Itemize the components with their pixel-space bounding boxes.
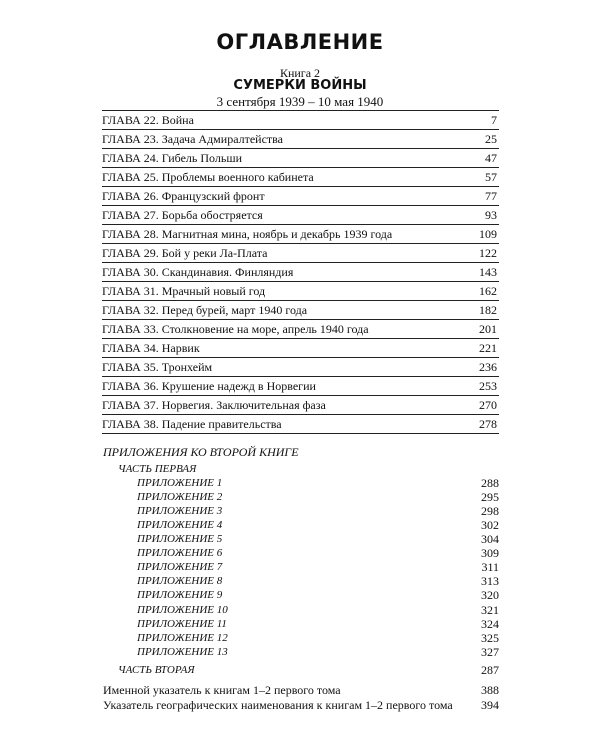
appendix-page: 302	[481, 518, 499, 532]
appendix-title: ПРИЛОЖЕНИЕ 3	[137, 505, 223, 517]
appendix-title: ПРИЛОЖЕНИЕ 10	[137, 604, 228, 616]
chapter-page: 201	[479, 322, 497, 336]
appendix-page: 324	[481, 617, 499, 631]
page-title: ОГЛАВЛЕНИЕ	[216, 30, 384, 54]
appendix-row[interactable]	[137, 574, 499, 588]
appendix-row[interactable]	[137, 532, 499, 546]
chapter-list	[102, 110, 499, 434]
chapter-page: 109	[479, 227, 497, 241]
appendix-row[interactable]	[137, 588, 499, 602]
appendix-row[interactable]	[137, 645, 499, 659]
appendix-page: 311	[481, 560, 499, 574]
chapter-page: 47	[485, 151, 497, 165]
book-dates: 3 сентября 1939 – 10 мая 1940	[216, 94, 384, 109]
chapter-row[interactable]	[102, 415, 499, 434]
chapter-page: 7	[491, 113, 497, 127]
chapter-title: ГЛАВА 22. Война	[102, 113, 194, 127]
chapter-row[interactable]	[102, 149, 499, 168]
appendix-row[interactable]	[137, 476, 499, 490]
book-title: СУМЕРКИ ВОЙНЫ	[233, 78, 367, 93]
index-row[interactable]	[103, 683, 499, 698]
chapter-title: ГЛАВА 31. Мрачный новый год	[102, 284, 266, 298]
index-title: Указатель географических наименования к книгам 1–2 первого тома	[103, 698, 453, 712]
chapter-title: ГЛАВА 23. Задача Адмиралтейства	[102, 132, 284, 146]
appendix-page: 320	[481, 588, 499, 602]
chapter-title: ГЛАВА 27. Борьба обостряется	[102, 208, 263, 222]
chapter-title: ГЛАВА 36. Крушение надежд в Норвегии	[102, 379, 316, 393]
chapter-page: 253	[479, 379, 497, 393]
chapter-title: ГЛАВА 24. Гибель Польши	[102, 151, 243, 165]
chapter-page: 143	[479, 265, 497, 279]
chapter-row[interactable]	[102, 263, 499, 282]
appendix-page: 309	[481, 546, 499, 560]
appendix-row[interactable]	[137, 504, 499, 518]
appendix-title: ПРИЛОЖЕНИЕ 7	[137, 561, 223, 573]
appendix-page: 325	[481, 631, 499, 645]
chapter-row[interactable]	[102, 130, 499, 149]
appendix-row[interactable]	[137, 518, 499, 532]
chapter-row[interactable]	[102, 396, 499, 415]
index-page: 388	[481, 683, 499, 697]
chapter-row[interactable]	[102, 168, 499, 187]
index-page: 394	[481, 698, 499, 712]
chapter-row[interactable]	[102, 111, 499, 130]
chapter-page: 236	[479, 360, 497, 374]
appendix-row[interactable]	[137, 546, 499, 560]
part-one-label[interactable]: ЧАСТЬ ПЕРВАЯ	[118, 463, 197, 475]
chapter-title: ГЛАВА 30. Скандинавия. Финляндия	[102, 265, 294, 279]
appendix-row[interactable]	[137, 631, 499, 645]
index-title: Именной указатель к книгам 1–2 первого тома	[103, 683, 341, 697]
chapter-title: ГЛАВА 38. Падение правительства	[102, 417, 282, 431]
chapter-page: 77	[485, 189, 497, 203]
chapter-title: ГЛАВА 28. Магнитная мина, ноябрь и декабрь 1939 года	[102, 227, 393, 241]
appendix-row[interactable]	[137, 490, 499, 504]
appendix-page: 313	[481, 574, 499, 588]
chapter-title: ГЛАВА 26. Французский фронт	[102, 189, 265, 203]
appendix-row[interactable]	[137, 560, 499, 574]
appendix-title: ПРИЛОЖЕНИЕ 6	[137, 547, 223, 559]
chapter-row[interactable]	[102, 206, 499, 225]
chapter-page: 270	[479, 398, 497, 412]
appendix-title: ПРИЛОЖЕНИЕ 4	[137, 519, 223, 531]
chapter-row[interactable]	[102, 282, 499, 301]
part-two-page: 287	[481, 663, 499, 677]
appendices-heading: ПРИЛОЖЕНИЯ КО ВТОРОЙ КНИГЕ	[103, 445, 299, 459]
appendix-title: ПРИЛОЖЕНИЕ 8	[137, 575, 223, 587]
chapter-row[interactable]	[102, 225, 499, 244]
chapter-page: 57	[485, 170, 497, 184]
appendix-page: 298	[481, 504, 499, 518]
chapter-title: ГЛАВА 33. Столкновение на море, апрель 1940 года	[102, 322, 369, 336]
appendix-title: ПРИЛОЖЕНИЕ 11	[137, 618, 227, 630]
chapter-row[interactable]	[102, 320, 499, 339]
appendix-page: 304	[481, 532, 499, 546]
chapter-title: ГЛАВА 37. Норвегия. Заключительная фаза	[102, 398, 326, 412]
chapter-page: 182	[479, 303, 497, 317]
chapter-row[interactable]	[102, 187, 499, 206]
appendix-title: ПРИЛОЖЕНИЕ 9	[137, 589, 223, 601]
chapter-page: 221	[479, 341, 497, 355]
chapter-page: 162	[479, 284, 497, 298]
appendix-page: 321	[481, 603, 499, 617]
chapter-page: 278	[479, 417, 497, 431]
chapter-row[interactable]	[102, 339, 499, 358]
chapter-row[interactable]	[102, 301, 499, 320]
chapter-row[interactable]	[102, 377, 499, 396]
appendix-page: 327	[481, 645, 499, 659]
chapter-title: ГЛАВА 29. Бой у реки Ла-Плата	[102, 246, 268, 260]
appendix-row[interactable]	[137, 603, 499, 617]
appendix-title: ПРИЛОЖЕНИЕ 12	[137, 632, 228, 644]
part-two-label[interactable]: ЧАСТЬ ВТОРАЯ	[118, 664, 195, 676]
appendix-row[interactable]	[137, 617, 499, 631]
chapter-page: 122	[479, 246, 497, 260]
appendix-title: ПРИЛОЖЕНИЕ 2	[137, 491, 223, 503]
book-label: Книга 2	[279, 66, 321, 80]
chapter-row[interactable]	[102, 358, 499, 377]
chapter-title: ГЛАВА 34. Нарвик	[102, 341, 200, 355]
appendix-title: ПРИЛОЖЕНИЕ 13	[137, 646, 228, 658]
chapter-page: 93	[485, 208, 497, 222]
chapter-title: ГЛАВА 32. Перед бурей, март 1940 года	[102, 303, 308, 317]
chapter-page: 25	[485, 132, 497, 146]
chapter-title: ГЛАВА 35. Тронхейм	[102, 360, 213, 374]
chapter-title: ГЛАВА 25. Проблемы военного кабинета	[102, 170, 314, 184]
appendix-title: ПРИЛОЖЕНИЕ 1	[137, 477, 223, 489]
appendix-page: 295	[481, 490, 499, 504]
appendix-title: ПРИЛОЖЕНИЕ 5	[137, 533, 223, 545]
chapter-row[interactable]	[102, 244, 499, 263]
index-row[interactable]	[103, 698, 499, 713]
appendix-page: 288	[481, 476, 499, 490]
